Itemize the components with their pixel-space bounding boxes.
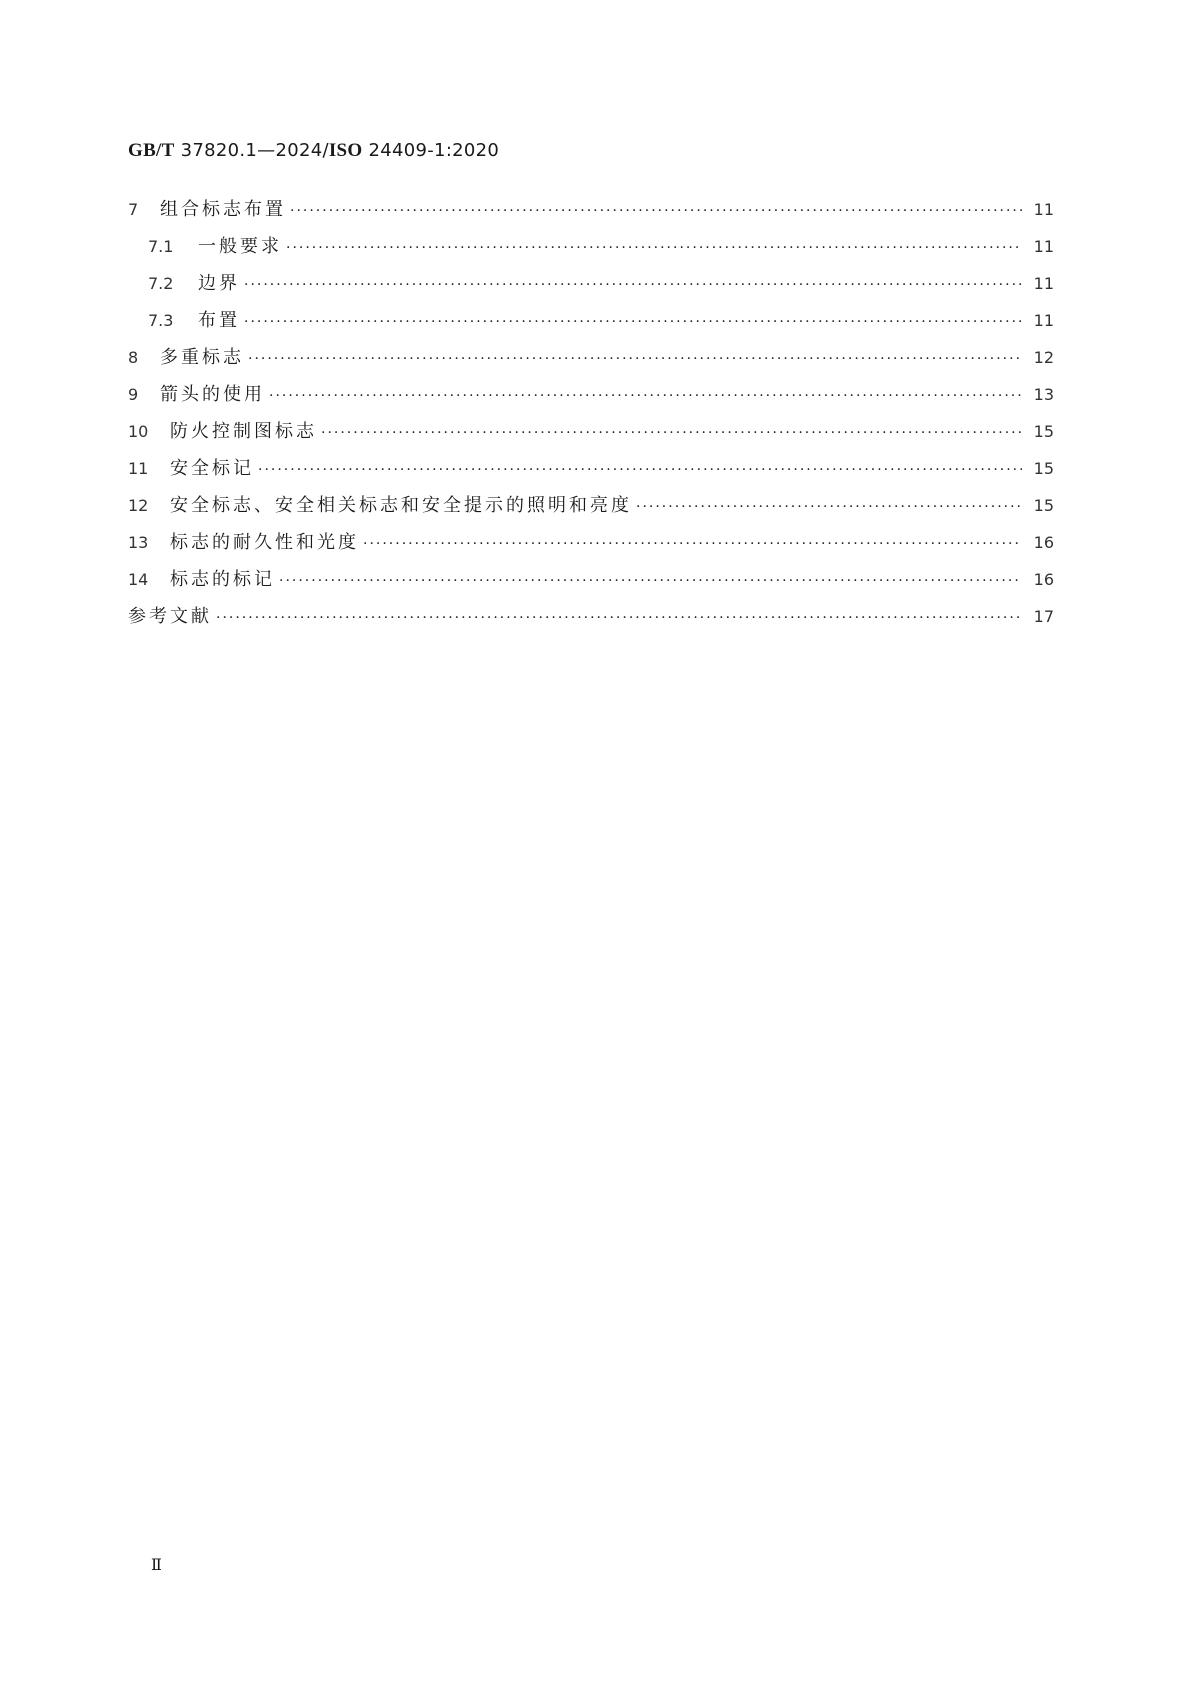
toc-leader-dots	[258, 462, 1022, 478]
toc-entry-title: 布置	[198, 310, 240, 331]
page-number: Ⅱ	[151, 1555, 162, 1574]
toc-entry-title: 防火控制图标志	[170, 421, 317, 442]
header-standard-prefix: GB/T	[128, 140, 175, 161]
toc-entry-number: 14	[128, 570, 149, 589]
toc-leader-dots	[248, 351, 1022, 367]
header-iso-prefix: ISO	[328, 140, 363, 161]
toc-entry[interactable]	[128, 306, 1054, 343]
document-header	[128, 140, 499, 162]
toc-entry-title: 一般要求	[198, 236, 282, 257]
toc-leader-dots	[244, 314, 1022, 330]
toc-leader-dots	[244, 277, 1022, 293]
toc-leader-dots	[363, 536, 1022, 552]
toc-entry-number: 7	[128, 200, 139, 219]
toc-entry-number: 10	[128, 422, 149, 441]
toc-entry-page: 11	[1033, 200, 1054, 219]
toc-entry-page: 17	[1033, 607, 1054, 626]
toc-entry-page: 15	[1033, 459, 1054, 478]
toc-leader-dots	[269, 388, 1022, 404]
toc-entry-page: 16	[1033, 570, 1054, 589]
toc-entry[interactable]	[128, 602, 1054, 639]
toc-entry-number: 7.3	[148, 311, 174, 330]
toc-entry[interactable]	[128, 269, 1054, 306]
toc-entry[interactable]	[128, 380, 1054, 417]
toc-leader-dots	[279, 573, 1022, 589]
header-standard-code: 37820.1—2024/	[174, 140, 329, 161]
toc-entry[interactable]	[128, 565, 1054, 602]
toc-entry-title: 组合标志布置	[160, 199, 286, 220]
toc-entry-page: 15	[1033, 422, 1054, 441]
toc-entry-title: 安全标志、安全相关标志和安全提示的照明和亮度	[170, 495, 632, 516]
toc-entry-number: 11	[128, 459, 149, 478]
toc-entry-page: 13	[1033, 385, 1054, 404]
toc-entry-title: 安全标记	[170, 458, 254, 479]
toc-entry-title: 多重标志	[160, 347, 244, 368]
toc-leader-dots	[636, 499, 1022, 515]
toc-entry-number: 7.2	[148, 274, 174, 293]
toc-entry-title: 边界	[198, 273, 240, 294]
toc-leader-dots	[290, 203, 1022, 219]
toc-entry-number: 9	[128, 385, 139, 404]
toc-leader-dots	[216, 610, 1022, 626]
toc-entry-page: 11	[1033, 274, 1054, 293]
toc-leader-dots	[321, 425, 1022, 441]
toc-entry-title: 标志的耐久性和光度	[170, 532, 359, 553]
toc-entry-title: 箭头的使用	[160, 384, 265, 405]
header-iso-code: 24409-1:2020	[362, 140, 500, 161]
toc-entry-number: 13	[128, 533, 149, 552]
toc-entry-page: 16	[1033, 533, 1054, 552]
toc-entry-number: 12	[128, 496, 149, 515]
toc-entry[interactable]	[128, 491, 1054, 528]
toc-leader-dots	[286, 240, 1022, 256]
toc-entry-page: 12	[1033, 348, 1054, 367]
toc-entry[interactable]	[128, 232, 1054, 269]
toc-entry[interactable]	[128, 528, 1054, 565]
toc-entry-number: 8	[128, 348, 139, 367]
toc-entry-number: 7.1	[148, 237, 174, 256]
toc-entry-title: 参考文献	[128, 606, 212, 627]
toc-entry[interactable]	[128, 195, 1054, 232]
toc-entry-page: 11	[1033, 237, 1054, 256]
toc-entry[interactable]	[128, 454, 1054, 491]
toc-entry[interactable]	[128, 417, 1054, 454]
toc-entry-page: 11	[1033, 311, 1054, 330]
toc-entry[interactable]	[128, 343, 1054, 380]
toc-entry-title: 标志的标记	[170, 569, 275, 590]
table-of-contents	[128, 195, 1054, 639]
toc-entry-page: 15	[1033, 496, 1054, 515]
